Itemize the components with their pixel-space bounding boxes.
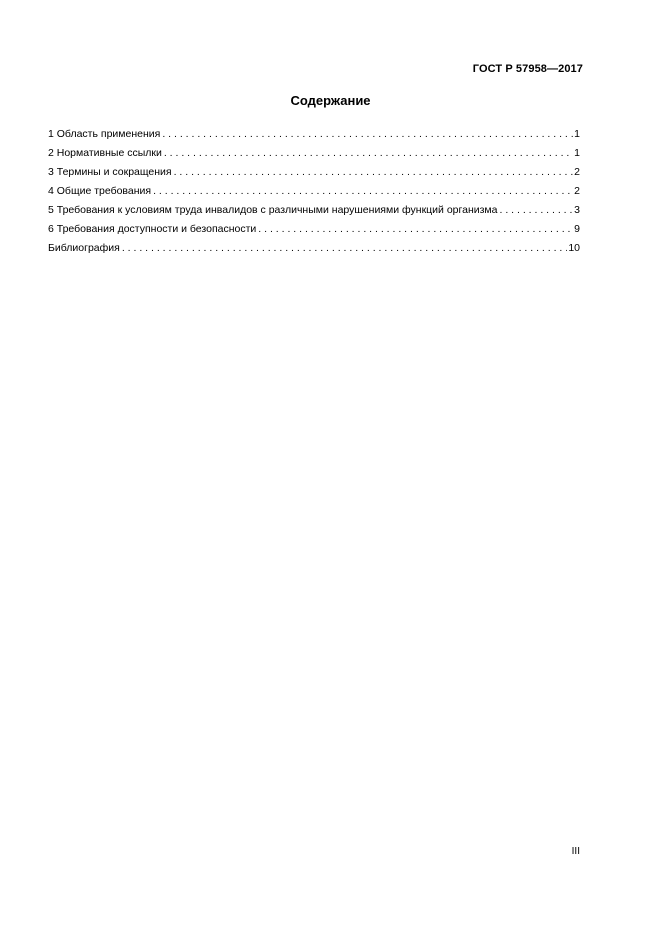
toc-entry-terms[interactable] <box>48 163 580 182</box>
toc-entry-scope[interactable] <box>48 125 580 144</box>
toc-entry-label: 6 Требования доступности и безопасности <box>48 223 257 235</box>
toc-dot-leader <box>258 220 573 239</box>
toc-entry-page: 9 <box>574 223 580 235</box>
toc-entry-accessibility-safety[interactable] <box>48 220 580 239</box>
page-number: III <box>571 846 580 857</box>
toc-entry-page: 3 <box>574 204 580 216</box>
toc-entry-general-requirements[interactable] <box>48 182 580 201</box>
toc-entry-working-conditions[interactable] <box>48 201 580 220</box>
toc-entry-label: 2 Нормативные ссылки <box>48 147 162 159</box>
toc-dot-leader <box>164 144 573 163</box>
toc-dot-leader <box>162 125 573 144</box>
toc-entry-page: 1 <box>574 147 580 159</box>
toc-entry-label: 3 Термины и сокращения <box>48 166 172 178</box>
document-code: ГОСТ Р 57958—2017 <box>472 63 583 75</box>
toc-entry-label: Библиография <box>48 242 120 254</box>
toc-dot-leader <box>174 163 574 182</box>
toc-entry-page: 1 <box>574 128 580 140</box>
toc-entry-page: 10 <box>568 242 580 254</box>
toc-entry-normative-references[interactable] <box>48 144 580 163</box>
toc-entry-page: 2 <box>574 185 580 197</box>
table-of-contents <box>48 125 580 258</box>
toc-dot-leader <box>153 182 573 201</box>
toc-dot-leader <box>499 201 573 220</box>
toc-title: Содержание <box>290 93 371 108</box>
toc-entry-label: 5 Требования к условиям труда инвалидов с различными нарушениями функций организма <box>48 204 498 216</box>
toc-entry-bibliography[interactable] <box>48 239 580 258</box>
toc-entry-label: 1 Область применения <box>48 128 161 140</box>
toc-entry-page: 2 <box>574 166 580 178</box>
toc-dot-leader <box>122 239 567 258</box>
toc-entry-label: 4 Общие требования <box>48 185 152 197</box>
